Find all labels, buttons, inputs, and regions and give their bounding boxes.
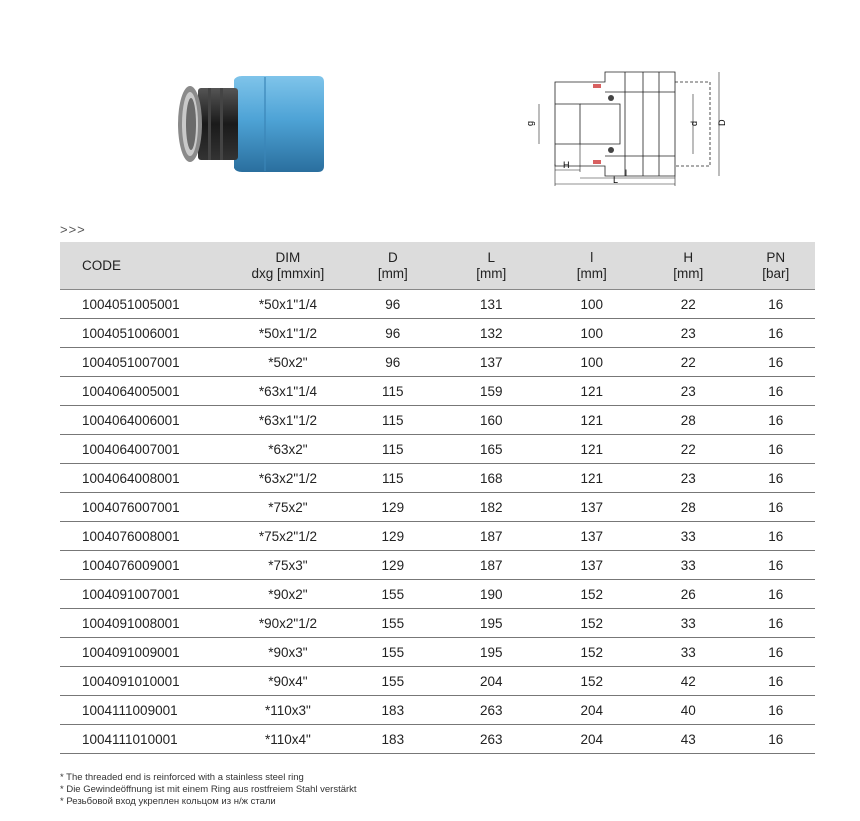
table-cell: *90x2" [229,580,346,609]
table-cell: 121 [543,377,640,406]
table-row [60,638,815,667]
table-cell: 33 [640,638,737,667]
table-row [60,319,815,348]
table-cell: 1004091010001 [60,667,229,696]
table-cell: 96 [346,348,439,377]
table-cell: *75x2" [229,493,346,522]
column-header-title: H [683,249,694,265]
table-cell: 204 [543,696,640,725]
table-row [60,725,815,754]
column-header-title: L [487,249,496,265]
technical-drawing [525,64,735,189]
column-header-title: D [387,249,398,265]
footnotes [60,772,357,808]
table-cell: 129 [346,551,439,580]
table-cell: 23 [640,377,737,406]
table-cell: 137 [543,551,640,580]
column-header-unit: [mm] [576,265,607,281]
column-header-title: l [590,249,594,265]
table-row [60,551,815,580]
table-cell: 132 [439,319,543,348]
table-cell: 100 [543,348,640,377]
column-header-5 [640,242,737,290]
table-cell: 1004091008001 [60,609,229,638]
table-cell: 152 [543,667,640,696]
table-cell: 16 [737,464,815,493]
table-cell: 100 [543,290,640,319]
table-cell: 40 [640,696,737,725]
table-cell: 195 [439,609,543,638]
column-header-unit: [mm] [476,265,507,281]
table-cell: 183 [346,696,439,725]
column-header-1 [229,242,346,290]
column-header-3 [439,242,543,290]
table-cell: 155 [346,609,439,638]
table-cell: 1004076007001 [60,493,229,522]
table-cell: 160 [439,406,543,435]
column-header-unit: [bar] [762,265,790,281]
label-l: l [625,168,627,178]
table-cell: 183 [346,725,439,754]
table-cell: 168 [439,464,543,493]
table-cell: 155 [346,580,439,609]
table-cell: 1004111010001 [60,725,229,754]
table-cell: 187 [439,522,543,551]
table-row [60,580,815,609]
table-cell: 121 [543,464,640,493]
label-g: g [525,120,535,126]
table-cell: 152 [543,638,640,667]
table-cell: 1004051007001 [60,348,229,377]
table-cell: 16 [737,725,815,754]
table-cell: 131 [439,290,543,319]
table-cell: 43 [640,725,737,754]
table-cell: 1004064005001 [60,377,229,406]
table-cell: 1004091009001 [60,638,229,667]
table-cell: 129 [346,493,439,522]
table-cell: 33 [640,522,737,551]
table-cell: 16 [737,348,815,377]
table-cell: 1004064006001 [60,406,229,435]
table-header-row [60,242,815,290]
table-row [60,435,815,464]
table-row [60,348,815,377]
table-row [60,493,815,522]
table-row [60,406,815,435]
column-header-unit: [mm] [377,265,408,281]
table-cell: *63x2"1/2 [229,464,346,493]
table-cell: 23 [640,464,737,493]
table-cell: 190 [439,580,543,609]
table-cell: 16 [737,522,815,551]
table-cell: 16 [737,609,815,638]
table-cell: 115 [346,464,439,493]
label-L: L [613,175,619,185]
table-cell: 195 [439,638,543,667]
column-header-2 [346,242,439,290]
table-cell: *50x2" [229,348,346,377]
column-header-unit: dxg [mmxin] [251,265,325,281]
table-cell: 204 [439,667,543,696]
table-cell: *50x1"1/2 [229,319,346,348]
table-cell: 16 [737,435,815,464]
table-cell: 1004076009001 [60,551,229,580]
table-cell: 33 [640,609,737,638]
column-header-title: PN [766,249,786,265]
table-cell: *63x1"1/4 [229,377,346,406]
table-cell: *110x3" [229,696,346,725]
table-cell: *90x2"1/2 [229,609,346,638]
table-cell: 16 [737,406,815,435]
column-header-title: CODE [82,257,122,273]
table-cell: 1004051006001 [60,319,229,348]
table-cell: 22 [640,290,737,319]
table-cell: 1004064007001 [60,435,229,464]
table-cell: 16 [737,638,815,667]
table-cell: 165 [439,435,543,464]
table-cell: 115 [346,406,439,435]
table-cell: 263 [439,696,543,725]
table-body [60,290,815,754]
table-cell: 16 [737,580,815,609]
table-cell: *75x3" [229,551,346,580]
table-cell: 42 [640,667,737,696]
table-cell: *63x2" [229,435,346,464]
table-cell: 1004076008001 [60,522,229,551]
table-row [60,377,815,406]
table-cell: 16 [737,551,815,580]
table-cell: 115 [346,377,439,406]
column-header-4 [543,242,640,290]
table-row [60,522,815,551]
section-marker: >>> [60,222,86,237]
table-cell: 100 [543,319,640,348]
table-cell: 152 [543,609,640,638]
product-photo [176,74,326,174]
label-D: D [717,119,727,126]
table-cell: 23 [640,319,737,348]
table-cell: *63x1"1/2 [229,406,346,435]
table-cell: 137 [543,522,640,551]
table-cell: 16 [737,667,815,696]
table-cell: 28 [640,493,737,522]
spec-table [60,242,815,754]
footnote-en: * The threaded end is reinforced with a stainless steel ring [60,772,304,783]
table-cell: 28 [640,406,737,435]
table-row [60,290,815,319]
table-cell: 16 [737,493,815,522]
table-cell: 96 [346,290,439,319]
column-header-unit: [mm] [673,265,704,281]
label-d: d [689,120,699,126]
column-header-title: DIM [275,249,301,265]
table-cell: 187 [439,551,543,580]
table-cell: 159 [439,377,543,406]
label-H: H [563,160,570,170]
footnote-de: * Die Gewindeöffnung ist mit einem Ring aus rostfreiem Stahl verstärkt [60,784,357,795]
table-cell: 121 [543,435,640,464]
table-cell: *110x4" [229,725,346,754]
column-header-6 [737,242,815,290]
table-cell: 33 [640,551,737,580]
table-cell: 16 [737,319,815,348]
table-cell: 16 [737,377,815,406]
table-cell: 152 [543,580,640,609]
table-cell: 1004091007001 [60,580,229,609]
table-row [60,464,815,493]
table-cell: *75x2"1/2 [229,522,346,551]
table-cell: 115 [346,435,439,464]
table-cell: 22 [640,348,737,377]
table-cell: *90x3" [229,638,346,667]
table-row [60,609,815,638]
footnote-ru: * Резьбовой вход укреплен кольцом из н/ж стали [60,796,276,807]
table-cell: 16 [737,290,815,319]
table-cell: 16 [737,696,815,725]
table-cell: 129 [346,522,439,551]
table-row [60,696,815,725]
table-cell: 155 [346,638,439,667]
table-cell: 26 [640,580,737,609]
table-cell: 137 [439,348,543,377]
column-header-0 [60,242,229,290]
table-row [60,667,815,696]
table-cell: 96 [346,319,439,348]
table-cell: 22 [640,435,737,464]
table-cell: 204 [543,725,640,754]
table-cell: *50x1"1/4 [229,290,346,319]
table-cell: 121 [543,406,640,435]
table-cell: 1004051005001 [60,290,229,319]
table-cell: 137 [543,493,640,522]
table-cell: 1004064008001 [60,464,229,493]
table-cell: 1004111009001 [60,696,229,725]
table-cell: *90x4" [229,667,346,696]
table-cell: 155 [346,667,439,696]
table-cell: 182 [439,493,543,522]
table-cell: 263 [439,725,543,754]
